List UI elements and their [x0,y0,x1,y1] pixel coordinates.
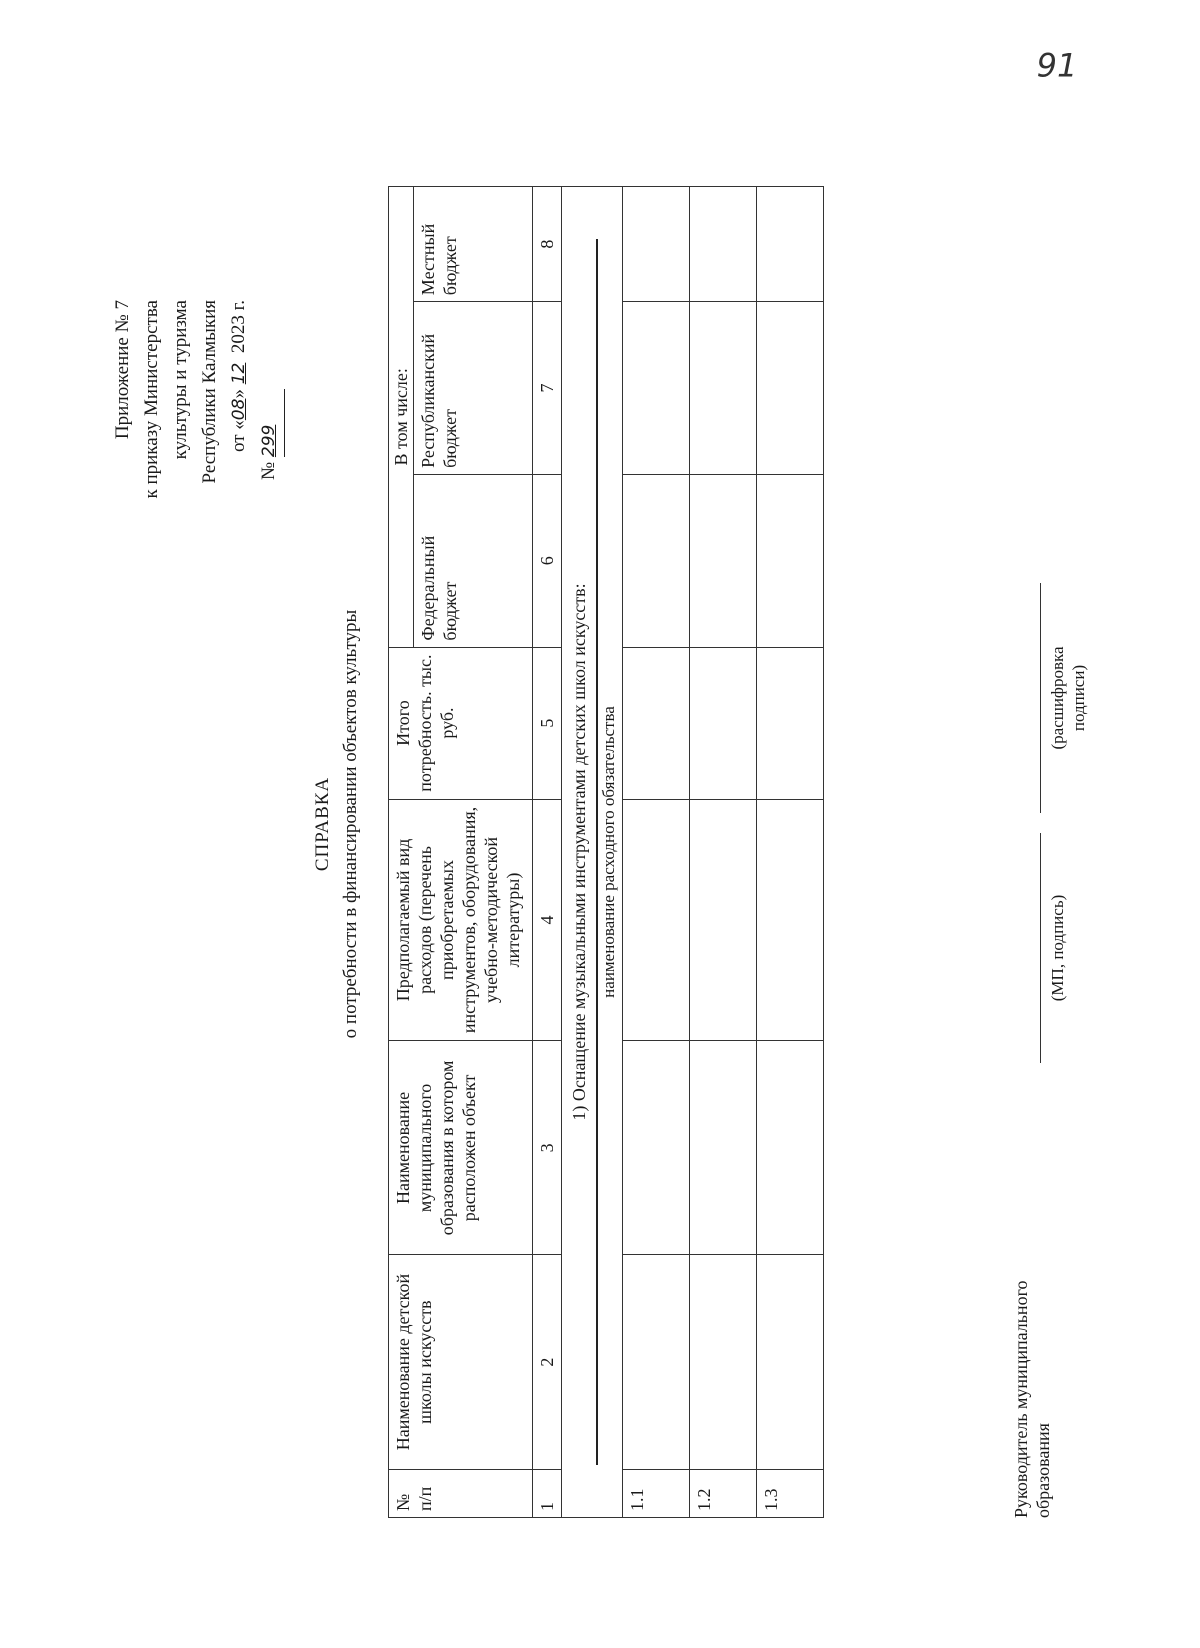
annex-month: 12 [229,362,249,385]
signature-block-1 [1040,833,1068,1063]
header-num: № п/п [389,1469,533,1517]
table-cell [623,474,690,647]
signature-block-2 [1040,583,1089,813]
annex-line-2: к приказу Министерства [141,300,162,499]
annex-day: 08 [229,398,249,421]
table-cell [623,1255,690,1469]
header-federal: Федеральный бюджет [414,474,533,647]
table-cell [690,474,757,647]
table-cell [690,799,757,1041]
document-subtitle: о потребности в финансировании объектов культуры [340,609,361,1039]
table-cell [757,799,824,1041]
column-number-row [533,187,562,1518]
funding-table [388,186,824,1518]
leader-label [1010,1281,1054,1519]
table-cell [690,1041,757,1255]
table-row [757,187,824,1518]
annex-number-prefix: № [258,461,279,480]
table-cell [623,799,690,1041]
table-cell [757,474,824,647]
annex-year: 2023 г. [228,300,249,354]
annex-number-value: 299 [255,389,285,457]
column-number: 2 [533,1255,562,1469]
header-school-name: Наименование детской школы искусств [389,1255,533,1469]
header-expense-type: Предполагаемый вид расходов (перечень приобретаемых инструментов, оборудования, учебно-методической литературы) [389,799,533,1041]
column-number: 4 [533,799,562,1041]
table-cell [757,187,824,302]
section-row [562,187,597,1518]
annex-date-mid: » [228,389,249,399]
header-republican: Республиканский бюджет [414,302,533,475]
leader-line-2: образования [1033,1423,1053,1518]
document-title: СПРАВКА [312,776,333,872]
annex-date-prefix: от « [228,420,249,452]
annex-line-1: Приложение № 7 [112,300,133,440]
transcript-caption-1: (расшифровка [1048,646,1067,750]
annex-block [108,300,285,640]
header-row-1 [389,187,414,1518]
signature-caption: (МП, подпись) [1048,894,1067,1002]
leader-line-1: Руководитель муниципального [1011,1280,1031,1518]
column-number: 7 [533,302,562,475]
header-including: В том числе: [389,187,414,648]
column-number: 8 [533,187,562,302]
row-num: 1.3 [757,1469,824,1517]
table-cell [623,647,690,799]
header-total: Итого потребность. тыс. руб. [389,647,533,799]
table-cell [623,302,690,475]
section-subtitle: наименование расходного обязательства [596,239,622,1465]
header-local: Местный бюджет [414,187,533,302]
table-cell [757,1255,824,1469]
table-cell [690,1255,757,1469]
page-number: 91 [1036,46,1078,85]
header-municipality: Наименование муниципального образования в котором расположен объект [389,1041,533,1255]
section-subtitle-row [596,187,623,1518]
table-cell [623,187,690,302]
section-subtitle-wrap [596,187,623,1518]
section-title-text: 1) Оснащение музыкальными инструментами детских школ искусств: [569,583,589,1121]
transcript-caption-2: подписи) [1069,664,1088,732]
column-number: 3 [533,1041,562,1255]
row-num: 1.2 [690,1469,757,1517]
section-title [562,187,597,1518]
table-cell [757,1041,824,1255]
table-cell [690,302,757,475]
table-cell [757,302,824,475]
table-cell [690,187,757,302]
annex-number [254,300,285,640]
table-cell [690,647,757,799]
row-num: 1.1 [623,1469,690,1517]
table-row [690,187,757,1518]
annex-line-4: Республики Калмыкия [199,300,220,484]
table-cell [757,647,824,799]
table-row [623,187,690,1518]
column-number: 6 [533,474,562,647]
table-cell [623,1041,690,1255]
annex-date [224,300,254,640]
column-number: 1 [533,1469,562,1517]
column-number: 5 [533,647,562,799]
annex-line-3: культуры и туризма [170,300,191,460]
